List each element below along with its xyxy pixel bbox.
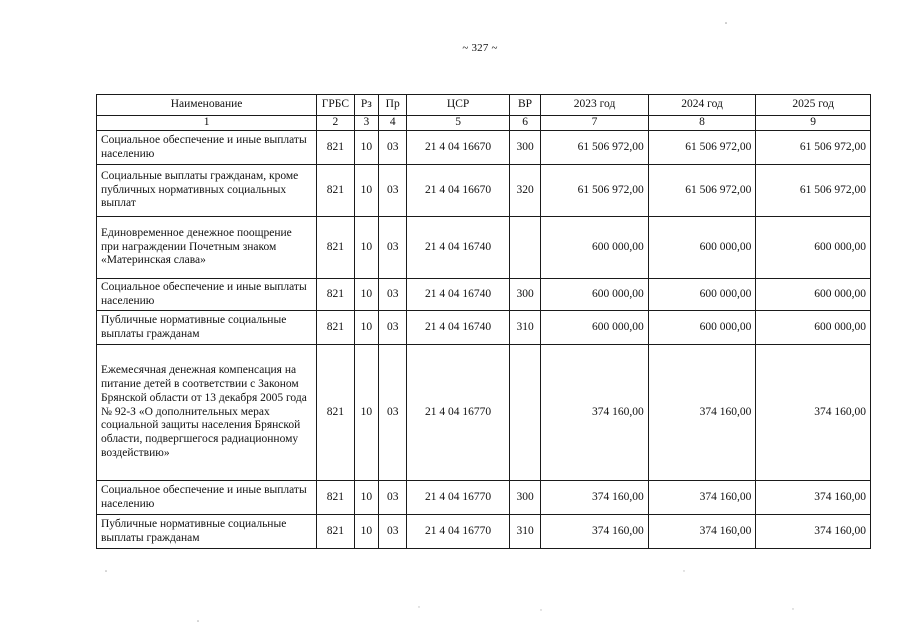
column-number: 1 xyxy=(97,116,317,131)
column-number: 4 xyxy=(379,116,407,131)
row-grbs: 821 xyxy=(317,515,355,549)
row-vr: 310 xyxy=(509,311,540,345)
page-number: ~ 327 ~ xyxy=(462,42,498,54)
row-vr xyxy=(509,217,540,279)
header-rz: Рз xyxy=(354,95,378,116)
row-2024: 374 160,00 xyxy=(648,481,756,515)
column-number: 6 xyxy=(509,116,540,131)
row-pr: 03 xyxy=(379,165,407,217)
row-csr: 21 4 04 16740 xyxy=(407,217,509,279)
row-grbs: 821 xyxy=(317,165,355,217)
row-csr: 21 4 04 16770 xyxy=(407,515,509,549)
row-name: Ежемесячная денежная компенсация на питание детей в соответствии с Законом Брянской области от 13 декабря 2005 года № 92-З «О дополнительных мерах социальной защиты населения Брянской области, подвергшегося радиационному воздействию» xyxy=(97,345,317,481)
row-name: Социальное обеспечение и иные выплаты населению xyxy=(97,131,317,165)
row-2023: 61 506 972,00 xyxy=(541,165,649,217)
row-vr: 300 xyxy=(509,481,540,515)
column-number: 3 xyxy=(354,116,378,131)
row-rz: 10 xyxy=(354,481,378,515)
row-csr: 21 4 04 16670 xyxy=(407,131,509,165)
row-vr: 310 xyxy=(509,515,540,549)
row-vr: 300 xyxy=(509,279,540,311)
row-grbs: 821 xyxy=(317,481,355,515)
table-row xyxy=(97,131,871,165)
row-grbs: 821 xyxy=(317,279,355,311)
row-pr: 03 xyxy=(379,481,407,515)
table-row xyxy=(97,279,871,311)
row-csr: 21 4 04 16770 xyxy=(407,481,509,515)
row-2025: 600 000,00 xyxy=(756,279,871,311)
header-pr: Пр xyxy=(379,95,407,116)
row-name: Единовременное денежное поощрение при награждении Почетным знаком «Материнская слава» xyxy=(97,217,317,279)
header-2024: 2024 год xyxy=(648,95,756,116)
table-row xyxy=(97,217,871,279)
row-2024: 374 160,00 xyxy=(648,345,756,481)
header-2025: 2025 год xyxy=(756,95,871,116)
header-name: Наименование xyxy=(97,95,317,116)
table-row xyxy=(97,515,871,549)
row-2025: 61 506 972,00 xyxy=(756,131,871,165)
row-2023: 600 000,00 xyxy=(541,279,649,311)
row-rz: 10 xyxy=(354,345,378,481)
row-2024: 61 506 972,00 xyxy=(648,131,756,165)
row-2025: 374 160,00 xyxy=(756,481,871,515)
row-2025: 600 000,00 xyxy=(756,311,871,345)
row-2025: 600 000,00 xyxy=(756,217,871,279)
row-2025: 61 506 972,00 xyxy=(756,165,871,217)
column-number: 7 xyxy=(541,116,649,131)
row-2025: 374 160,00 xyxy=(756,515,871,549)
column-number: 5 xyxy=(407,116,509,131)
row-pr: 03 xyxy=(379,217,407,279)
row-2023: 600 000,00 xyxy=(541,217,649,279)
row-vr: 300 xyxy=(509,131,540,165)
row-pr: 03 xyxy=(379,131,407,165)
row-2024: 374 160,00 xyxy=(648,515,756,549)
row-csr: 21 4 04 16740 xyxy=(407,311,509,345)
row-rz: 10 xyxy=(354,131,378,165)
row-rz: 10 xyxy=(354,279,378,311)
row-rz: 10 xyxy=(354,217,378,279)
row-rz: 10 xyxy=(354,165,378,217)
row-2023: 374 160,00 xyxy=(541,481,649,515)
row-name: Социальные выплаты гражданам, кроме публичных нормативных социальных выплат xyxy=(97,165,317,217)
column-number: 8 xyxy=(648,116,756,131)
row-grbs: 821 xyxy=(317,217,355,279)
row-pr: 03 xyxy=(379,311,407,345)
row-2023: 374 160,00 xyxy=(541,515,649,549)
row-name: Публичные нормативные социальные выплаты гражданам xyxy=(97,515,317,549)
header-csr: ЦСР xyxy=(407,95,509,116)
row-csr: 21 4 04 16740 xyxy=(407,279,509,311)
row-csr: 21 4 04 16670 xyxy=(407,165,509,217)
table-row xyxy=(97,345,871,481)
row-pr: 03 xyxy=(379,515,407,549)
row-vr: 320 xyxy=(509,165,540,217)
row-grbs: 821 xyxy=(317,131,355,165)
row-vr xyxy=(509,345,540,481)
table-row xyxy=(97,165,871,217)
row-2025: 374 160,00 xyxy=(756,345,871,481)
header-2023: 2023 год xyxy=(541,95,649,116)
row-2024: 600 000,00 xyxy=(648,279,756,311)
budget-table xyxy=(96,94,871,549)
row-2024: 61 506 972,00 xyxy=(648,165,756,217)
table-row xyxy=(97,311,871,345)
column-number: 9 xyxy=(756,116,871,131)
row-grbs: 821 xyxy=(317,311,355,345)
row-name: Публичные нормативные социальные выплаты гражданам xyxy=(97,311,317,345)
row-rz: 10 xyxy=(354,515,378,549)
row-grbs: 821 xyxy=(317,345,355,481)
row-pr: 03 xyxy=(379,279,407,311)
table-row xyxy=(97,481,871,515)
row-rz: 10 xyxy=(354,311,378,345)
row-name: Социальное обеспечение и иные выплаты населению xyxy=(97,481,317,515)
header-row xyxy=(97,95,871,116)
row-2024: 600 000,00 xyxy=(648,217,756,279)
column-number-row xyxy=(97,116,871,131)
header-grbs: ГРБС xyxy=(317,95,355,116)
row-name: Социальное обеспечение и иные выплаты населению xyxy=(97,279,317,311)
row-2023: 600 000,00 xyxy=(541,311,649,345)
row-pr: 03 xyxy=(379,345,407,481)
row-2024: 600 000,00 xyxy=(648,311,756,345)
row-csr: 21 4 04 16770 xyxy=(407,345,509,481)
row-2023: 61 506 972,00 xyxy=(541,131,649,165)
header-vr: ВР xyxy=(509,95,540,116)
column-number: 2 xyxy=(317,116,355,131)
row-2023: 374 160,00 xyxy=(541,345,649,481)
